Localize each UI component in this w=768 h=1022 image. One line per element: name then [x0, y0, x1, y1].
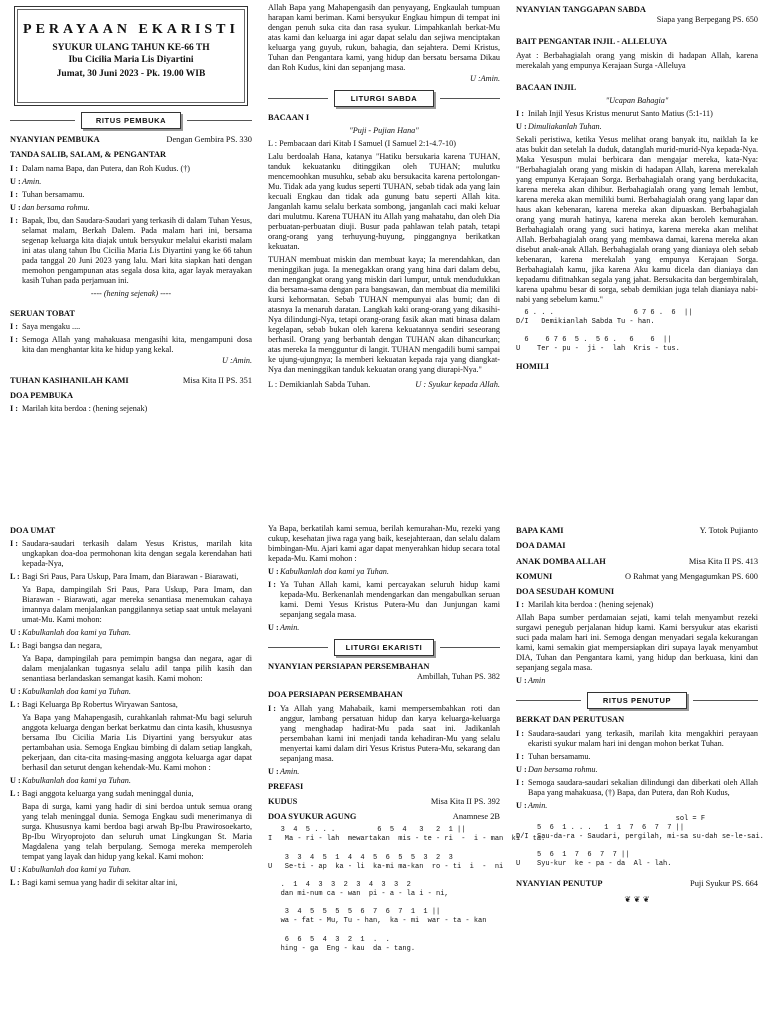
heading-doa-persiapan: DOA PERSIAPAN PERSEMBAHAN: [268, 690, 403, 700]
subtitle-line1: SYUKUR ULANG TAHUN KE-66 TH: [52, 43, 210, 54]
amin-response: U :Amin.: [469, 74, 500, 83]
section-ritus-penutup: [516, 692, 758, 709]
heading-seruan-tobat: SERUAN TOBAT: [10, 308, 75, 318]
petition-text: Ya Bapa yang Mahapengasih, curahkanlah rahmat-Mu bagi seluruh anggota keluarga dengan berkat berkatmu dan cinta kasih, khususnya bersama Ibu Cicilia Maria Lis Diyartini yang bersyukur atas pertambahan usia. Semoga Engkau bimbing di dalam setiap langkah, pekerjaan, dan cita-cita masing-masing anggota keluarga agar dapat berhasil dan seturut dengan kehendak-Mu. Kami mohon :: [22, 713, 252, 773]
heading-nyanyian-penutup: NYANYIAN PENUTUP Puji Syukur PS. 664: [516, 879, 758, 889]
column-2: [268, 0, 500, 501]
ornament-icon: ❦ ❦ ❦: [624, 895, 650, 905]
heading-anak-domba: ANAK DOMBA ALLAH Misa Kita II PS. 413: [516, 556, 758, 566]
dialog-line: I : Semoga Allah yang mahakuasa mengasihi kita, mengampuni dosa kita dan menghantar kita ke hidup yang kekal.: [10, 334, 252, 354]
lector-intro: L : Pembacaan dari Kitab I Samuel (I Samuel 2:1-4.7-10): [268, 139, 456, 149]
section-banner: RITUS PEMBUKA: [81, 112, 181, 129]
heading-berkat: BERKAT DAN PERUTUSAN: [516, 715, 625, 725]
dialog-line: I : Tuhan bersamamu.: [10, 189, 85, 199]
heading-doa-umat: DOA UMAT: [10, 526, 56, 535]
page-bottom: [0, 501, 768, 1002]
song-ref: Ambillah, Tuhan PS. 382: [416, 672, 500, 682]
dialog-line: L : Bagi kami semua yang hadir di sekitar altar ini,: [10, 878, 178, 888]
section-ritus-pembuka: [10, 112, 252, 129]
gospel-title: "Ucapan Bahagia": [605, 95, 669, 105]
column-3: [516, 0, 758, 501]
petition-text: Bapa di surga, kami yang hadir di sini berdoa untuk semua orang yang telah meninggal dunia. Semoga Engkau sudi menerimanya di surga. Khususnya kami berdoa bagi arwah Bp-Ibu Prawirosoekarto, Bp-Ibu Wiryoprojoto dan seluruh umat Lingkungan St. Maria Magdalena yang telah berpulang. Semoga mereka memperoleh tempat yang layak dan hidup yang kekal. Kami mohon:: [22, 802, 252, 862]
dialog-line: I : Marilah kita berdoa : (hening sejenak): [10, 404, 148, 414]
column-3: [516, 521, 764, 1022]
heading-bait-pengantar: BAIT PENGANTAR INJIL - ALLELUYA: [516, 37, 668, 47]
section-banner: LITURGI SABDA: [334, 90, 434, 107]
reading-text: Lalu berdoalah Hana, katanya "Hatiku bersukaria karena TUHAN, tanduk kekuatanku ditinggikan oleh TUHAN; mulutku mencemoohkan musuhku, sebab aku bersukacita karena pertolongan-Mu. Tidak ada yang kudus seperti TUHAN, sebab tidak ada yang lain kecuali Engkau dan tidak ada gunung batu seperti Allah kita. Janganlah kamu selalu berkata sombong, janganlah caci maki keluar dari mulutmu. Karena TUHAN itu Allah yang mahatahu, dan oleh Dia perbuatan-perbuatan diuji. Busur pada pahlawan telah patah, tetapi orang-orang yang terhuyung-huyung, pinggangnya berikatkan kekuatan.: [268, 152, 500, 252]
gospel-text: Sekali peristiwa, ketika Yesus melihat orang banyak itu, naiklah Ia ke atas bukit dan setelah Ia duduk, datanglah murid-murid-Nya kepada-Nya. Maka Yesuspun mulai berbicara dan mengajar mereka, kata-Nya: "Berbahagialah orang yang miskin di hadapan Allah, karena merekalah yang empunya Kerajaan Sorga. Berbahagialah orang yang berdukacita, karena mereka akan dihibur. Berbahagialah orang yang lemah lembut, karena mereka akan memiliki bumi. Berbahagialah orang yang lapar dan haus akan kebenaran, karena mereka akan dipuaskan. Berbahagialah orang yang murah hatinya, karena mereka akan beroleh kemurahan. Berbahagialah orang yang suci hatinya, karena mereka akan melihat Allah. Berbahagialah orang yang membawa damai, karena mereka akan disebut anak-anak Allah. Berbahagialah orang yang dianiaya oleh sebab kebenaran, karena merekalah yang empunya Kerajaan Sorga. Berbahagialah kamu, jika karena Aku kamu dicela dan dianiaya dan kepadamu difitnahkan segala yang jahat. Bersukacita dan bergembiralah, karena upahmu besar di sorga, sebab demikian juga telah dianiaya nabi-nabi yang sebelum kamu.": [516, 134, 758, 304]
song-ref: Siapa yang Berpegang PS. 650: [656, 15, 758, 25]
dialog-line: U : Kabulkanlah doa kami ya Tuhan.: [10, 776, 131, 786]
title-box: [14, 6, 248, 106]
music-notation: 3 4 5 . . . 6 5 4 3 2 1 || I Ma - ri - lah mewartakan mis - te - ri - i - man ki - ta. 3 3 4 5 1 4 4 5 6 5 5 3 2 3 U Se-ti - ap ka - li ka-mi ma-kan ro - ti i - ni . 1 4 3 3 2 3 4 3 3 2 dan mi-num ca - wan pi - a - la i - ni, 3 4 5 5 5 5 6 7 6 7 1 1 || wa - fat - Mu, Tu - han, ka - mi war - ta - kan 6 6 5 4 3 2 1 . . hing - ga Eng - kau da - tang.: [268, 826, 546, 953]
dialog-line: U : Amin.: [268, 766, 300, 776]
heading-nyanyian-tanggapan: NYANYIAN TANGGAPAN SABDA: [516, 5, 646, 14]
heading-komuni: KOMUNI O Rahmat yang Mengagumkan PS. 600: [516, 571, 758, 581]
main-title: PERAYAAN EKARISTI: [23, 22, 239, 37]
dialog-line: I : Saya mengaku ....: [10, 321, 81, 331]
dialog-line: L : Bagi Sri Paus, Para Uskup, Para Imam, dan Biarawan - Biarawati,: [10, 572, 239, 582]
reading-text: TUHAN membuat miskin dan membuat kaya; Ia merendahkan, dan meninggikan juga. Ia menegakkan orang yang hina dari dalam debu, dan mengangkat orang yang miskin dari lumpur, untuk mendudukkan dia bersama-sama dengan para bangsawan, dan membuat dia memiliki kursi kehormatan. Sebab TUHAN mempunyai alas bumi; dan di atasnya Ia menaruh daratan. Langkah kaki orang-orang yang dikasihi-Nya dilindungi-Nya, tetapi orang-orang fasik akan mati binasa dalam kegelapan, sebab bukan oleh karena kekuatannya sendiri seseorang berhasil. Orang yang berbantah dengan TUHAN akan dihancurkan; atas mereka Ia mengguntur di langit. TUHAN mengadili bumi sampai ke ujung-ujungnya; Ia memberi kekuatan kepada raja yang diangkat-Nya dan meninggikan tanduk kekuatan orang yang diurapi-Nya.": [268, 255, 500, 375]
amin-response: U :Amin.: [221, 355, 252, 365]
dialog-line: I : Bapak, Ibu, dan Saudara-Saudari yang terkasih di dalam Tuhan Yesus, selamat malam, Berkah Dalem. Pada malam hari ini, bersama segenap keluarga kita diajak untuk bersyukur melalui ekaristi malam ini atas ulang tahun Ibu Cicilia Maria Lis Diyartini yang ke 66 tahun pada tanggal 20 Juni 2023 yang lalu. Mari kita siapkan hati dengan memohon pengampunan atas segala dosa kita, agar layak merayakan kasih Tuhan pada perjamuan ini.: [10, 215, 252, 285]
heading-bapa-kami: BAPA KAMI Y. Totok Pujianto: [516, 526, 758, 535]
column-1: [10, 521, 252, 1022]
ayat-text: Ayat : Berbahagialah orang yang miskin di hadapan Allah, karena merekalah yang empunya Kerajaan Surga -Alleluya: [516, 50, 758, 70]
petition-text: Ya Bapa, dampingilah Sri Paus, Para Uskup, Para Imam, dan Biarawan - Biarawati, agar mereka senantiasa menemukan cahaya imannya dalam menjalankan panggilannya setiap saat untuk melayani umat-Mu. Kami mohon:: [22, 585, 252, 625]
dialog-line: I : Saudara-saudari yang terkasih, marilah kita mengakhiri perayaan ekaristi syukur malam hari ini dengan mohon berkat Tuhan.: [516, 728, 758, 748]
dialog-line: L : Bagi Keluarga Bp Robertus Wiryawan Santosa,: [10, 700, 178, 710]
heading-doa-damai: DOA DAMAI: [516, 541, 566, 551]
dialog-line: I : Inilah Injil Yesus Kristus menurut Santo Matius (5:1-11): [516, 108, 713, 118]
heading-nyanyian-persiapan: NYANYIAN PERSIAPAN PERSEMBAHAN: [268, 662, 430, 672]
dialog-line: L : Bagi anggota keluarga yang sudah meninggal dunia,: [10, 789, 194, 799]
dialog-line: I : Semoga saudara-saudari sekalian dilindungi dan diberkati oleh Allah Bapa yang mahakuasa, (†) Bapa, dan Putera, dan Roh Kudus,: [516, 777, 758, 797]
heading-bacaan-1: BACAAN I: [268, 113, 310, 123]
subtitle-line2: Ibu Cicilia Maria Lis Diyartini: [68, 54, 194, 65]
dialog-line: I : Ya Tuhan Allah kami, kami percayakan seluruh hidup kami kepada-Mu. Berkenanlah mendengarkan dan mengabulkan seruan kami. Demi Yesus Kristus Putera-Mu dan Junjungan kami sepanjang segala masa.: [268, 580, 500, 619]
heading-tanda-salib: TANDA SALIB, SALAM, & PENGANTAR: [10, 150, 167, 160]
dialog-line: I : Dalam nama Bapa, dan Putera, dan Roh Kudus. (†): [10, 163, 191, 173]
music-notation: 6 . . . 6 7 6 . 6 || D/I Demikianlah Sabda Tu - han. 6 6 7 6 5 . 5 6 . 6 6 || U Ter - pu - ji - lah Kris - tus.: [516, 308, 693, 354]
dialog-line: I : Ya Allah yang Mahabaik, kami mempersembahkan roti dan anggur, lambang persatuan hidup dan karya keluarga-keluarga yang menghadap hadirat-Mu pada saat ini. Jadikanlah persembahan kami ini menjadi tanda kehadiran-Mu yang selalu menyertai kami dalam diri Yesus Kristus Putera-Mu, sekarang dan sepanjang masa.: [268, 703, 500, 763]
heading-bacaan-injil: BACAAN INJIL: [516, 82, 577, 92]
section-liturgi-sabda: [268, 90, 500, 107]
heading-homili: HOMILI: [516, 362, 550, 372]
dialog-line: I : Tuhan bersamamu.: [516, 751, 591, 761]
prayer-text: Allah Bapa yang Mahapengasih dan penyayang, Engkaulah tumpuan harapan kami beriman. Kami bersyukur Engkau himpun di tempat ini dengan penuh suka cita dan rasa syukur. Limpahkanlah berkat-Mu atas kami dan keluarga ini agar dapat selalu dan sejiwa menciptakan keluarga yang guyub, rukun, bahagia, dan sejahtera. Demi Kristus, Tuhan dan Pengantara kami, yang hidup dan bersatu bersama Dikau dan Roh Kudus, kini dan sepanjang masa.: [268, 3, 500, 72]
heading-prefasi: PREFASI: [268, 781, 304, 791]
dialog-line: U : Amin.: [268, 623, 300, 632]
heading-doa-syukur: DOA SYUKUR AGUNG Anamnese 2B: [268, 812, 500, 822]
column-1: [10, 0, 252, 501]
heading-kudus: KUDUS Misa Kita II PS. 392: [268, 796, 500, 806]
hening-note: ---- (hening sejenak) ----: [90, 288, 172, 298]
reading-close: L : Demikianlah Sabda Tuhan. U : Syukur kepada Allah.: [268, 380, 500, 390]
dialog-line: U : Kabulkanlah doa kami ya Tuhan.: [10, 687, 131, 697]
dialog-line: U : dan bersama rohmu.: [10, 202, 90, 212]
section-banner: RITUS PENUTUP: [587, 692, 687, 709]
reading-title: "Puji - Pujian Hana": [349, 126, 419, 136]
music-notation: sol = F 5 6 1 . . . 1 1 7 6 7 7 || D/I Sau-da-ra - Saudari, pergilah, mi-sa su-dah se-le-sai. 5 6 1 7 6 7 7 || U Syu-kur ke - pa - da Al - lah.: [516, 814, 764, 869]
dialog-line: U : Amin.: [516, 800, 548, 810]
dialog-line: I : Marilah kita berdoa : (hening sejenak): [516, 600, 654, 610]
section-liturgi-ekaristi: [268, 639, 500, 656]
heading-tuhan-kasihanilah: TUHAN KASIHANILAH KAMI Misa Kita II PS. 351: [10, 375, 252, 385]
prayer-text: Allah Bapa sumber perdamaian sejati, kami telah menyambut rezeki surgawi penegub perjalanan hidup kami. Kami bersyukur atas ekaristi suci pada malam hari ini. Semoga dengan menyadari segala kekurangan kami, kami semakin giat mempersiapkan diri supaya layak menyambut DIA, Tuhan dan Pengantara kami, yang hidup dan berkuasa, kini dan sepanjang segala masa.: [516, 613, 758, 673]
page-top: [0, 0, 768, 501]
dialog-line: U : Amin: [516, 676, 546, 686]
event-date: Jumat, 30 Juni 2023 - Pk. 19.00 WIB: [56, 69, 206, 80]
dialog-line: U : Amin.: [10, 176, 42, 186]
petition-text: Ya Bapa, dampingilah para pemimpin bangsa dan negara, agar di dalam menjalankan tugasnya selalu adil tanpa pilih kasih dan senantiasa berlandaskan semangat kasih. Kami mohon:: [22, 654, 252, 684]
dialog-line: L : Bagi bangsa dan negara,: [10, 641, 103, 651]
dialog-line: U : Kabulkanlah doa kami ya Tuhan.: [268, 567, 389, 576]
dialog-line: U : Dan bersama rohmu.: [516, 764, 598, 774]
heading-doa-sesudah: DOA SESUDAH KOMUNI: [516, 587, 615, 596]
dialog-line: U : Dimuliakanlah Tuhan.: [516, 121, 602, 131]
heading-nyanyian-pembuka: NYANYIAN PEMBUKA Dengan Gembira PS. 330: [10, 135, 252, 145]
petition-text: Ya Bapa, berkatilah kami semua, berilah kemurahan-Mu, rezeki yang cukup, kesehatan jiwa raga yang baik, kesejahteraan, dan selalu dalam bimbingan-Mu. Ajari kami agar dapat menyerahkan hidup secara total kepada-Mu. Kami mohon :: [268, 524, 500, 563]
section-banner: LITURGI EKARISTI: [334, 639, 434, 656]
heading-doa-pembuka: DOA PEMBUKA: [10, 391, 74, 401]
dialog-line: U : Kabulkanlah doa kami ya Tuhan.: [10, 865, 131, 875]
dialog-line: I : Saudara-saudari terkasih dalam Yesus Kristus, marilah kita ungkapkan doa-doa permohonan kita dengan segala kerendahan hati kepada-Nya,: [10, 539, 252, 569]
dialog-line: U : Kabulkanlah doa kami ya Tuhan.: [10, 628, 131, 638]
